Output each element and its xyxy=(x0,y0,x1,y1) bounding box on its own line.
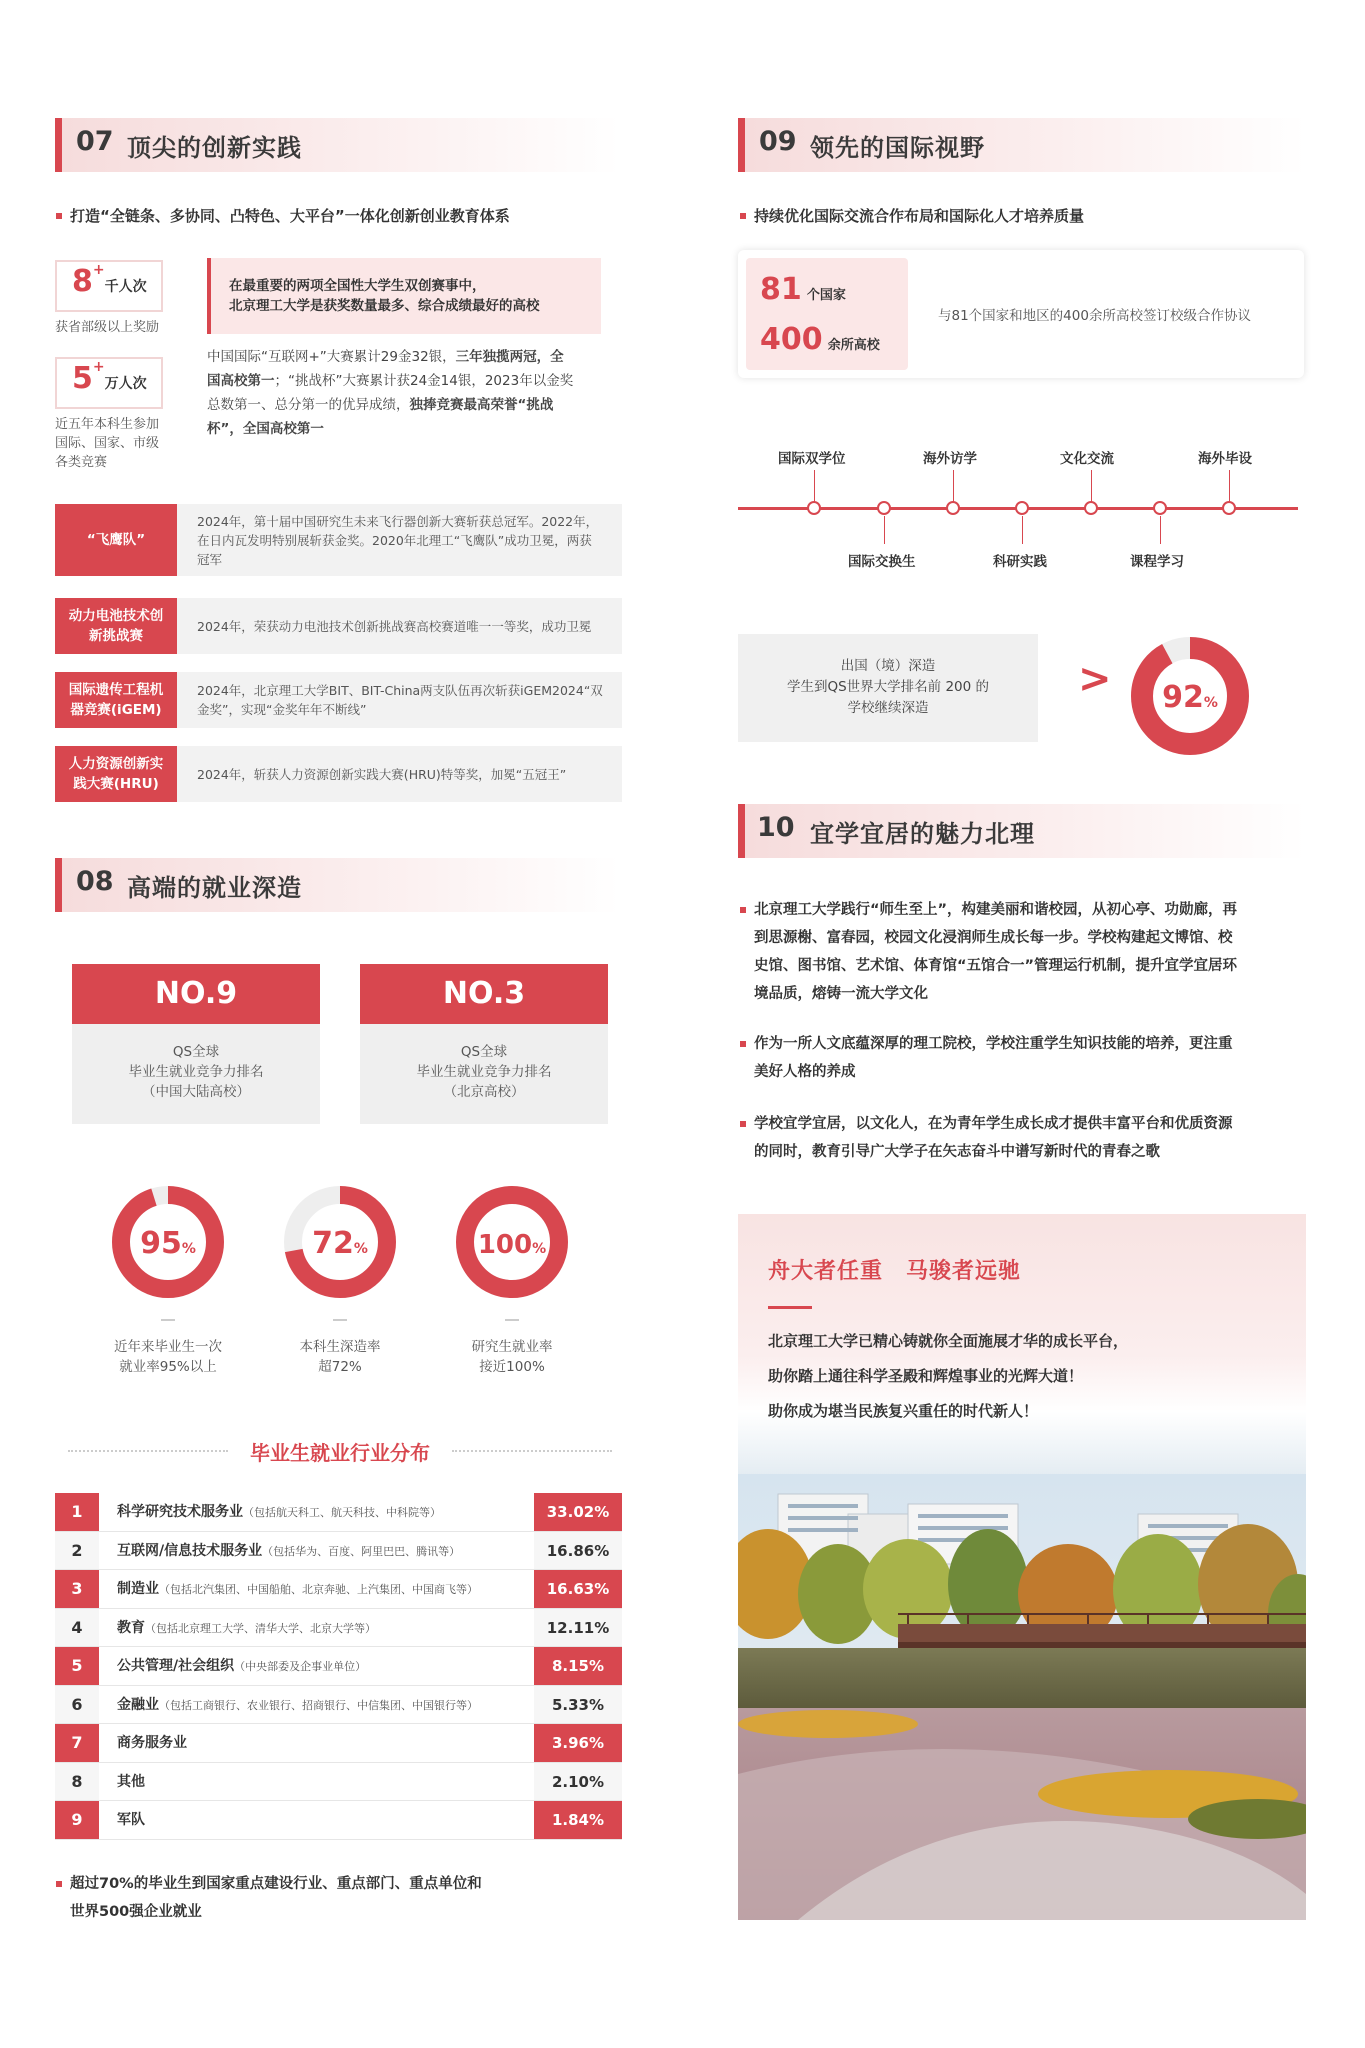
industry-percent: 12.11% xyxy=(534,1609,622,1647)
section-title: 宜学宜居的魅力北理 xyxy=(810,820,1035,848)
section-title: 高端的就业深造 xyxy=(127,874,302,902)
timeline-label: 文化交流 xyxy=(1060,451,1114,467)
table-row xyxy=(55,1763,622,1802)
rank-cell: 5 xyxy=(55,1647,99,1685)
rank-cell: 7 xyxy=(55,1724,99,1762)
timeline-connector xyxy=(1022,516,1023,544)
competition-row xyxy=(55,504,622,576)
donut-label: 本科生深造率 超72% xyxy=(299,1339,381,1375)
industry-percent: 16.63% xyxy=(534,1570,622,1608)
donut-label: 研究生就业率 接近100% xyxy=(471,1339,553,1375)
rank-number: NO.9 xyxy=(72,964,320,1024)
table-row xyxy=(55,1570,622,1609)
sec09-bullet: 持续优化国际交流合作布局和国际化人才培养质量 xyxy=(754,202,1084,230)
timeline-connector xyxy=(953,470,954,502)
rank-cell: 4 xyxy=(55,1609,99,1647)
abroad-donut xyxy=(1120,626,1260,766)
table-row xyxy=(55,1647,622,1686)
industry-percent: 2.10% xyxy=(534,1763,622,1801)
industry-name: 其他 xyxy=(117,1773,145,1790)
competition-row xyxy=(55,672,622,728)
section-08-header xyxy=(55,858,620,912)
industry-percent: 1.84% xyxy=(534,1801,622,1839)
section-title: 顶尖的创新实践 xyxy=(127,134,302,162)
stat-2-desc: 近五年本科生参加 国际、国家、市级 各类竞赛 xyxy=(55,417,160,470)
international-stats xyxy=(746,258,908,370)
agreement-text: 与81个国家和地区的400余所高校签订校级合作协议 xyxy=(938,308,1251,324)
campus-photo-card xyxy=(738,1214,1306,1920)
timeline-dot xyxy=(1015,501,1029,515)
industry-title: 毕业生就业行业分布 xyxy=(60,1437,620,1466)
timeline-connector xyxy=(814,470,815,502)
section-09-header xyxy=(738,118,1306,172)
timeline-dot xyxy=(1222,501,1236,515)
donut-value: 95% xyxy=(140,1226,196,1261)
timeline-dot xyxy=(877,501,891,515)
competition-row xyxy=(55,598,622,654)
timeline-label: 海外毕设 xyxy=(1198,451,1252,467)
campus-item: 北京理工大学践行“师生至上”，构建美丽和谐校园，从初心亭、功勋廊，再 到思源榭、富春园，校园文化浸润师生成长每一步。学校构建起文博馆、校 史馆、图书馆、艺术馆、体育馆“五馆合一”管理运行机制，提升宜学宜居环 境品质，熔铸一流大学文化 xyxy=(754,896,1314,1008)
rank-cell: 9 xyxy=(55,1801,99,1839)
rank-desc: QS全球 毕业生就业竞争力排名 （中国大陆高校） xyxy=(128,1044,264,1100)
industry-percent: 5.33% xyxy=(534,1686,622,1724)
table-row xyxy=(55,1724,622,1763)
competition-desc: 2024年，北京理工大学BIT、BIT-China两支队伍再次斩获iGEM2024“双金奖”，实现“金奖年年不断线” xyxy=(177,672,622,728)
industry-name: 互联网/信息技术服务业（包括华为、百度、阿里巴巴、腾讯等） xyxy=(117,1542,461,1559)
international-box xyxy=(738,250,1304,378)
section-10-header xyxy=(738,804,1306,858)
industry-name: 商务服务业 xyxy=(117,1735,187,1751)
rank-cell: 1 xyxy=(55,1493,99,1531)
timeline-dot xyxy=(946,501,960,515)
donut-value: 92% xyxy=(1162,680,1218,715)
stat-1-number: 8+千人次 xyxy=(72,262,147,299)
donut-value: 100% xyxy=(477,1230,547,1260)
industry-percent: 3.96% xyxy=(534,1724,622,1762)
employment-footer: 超过70%的毕业生到国家重点建设行业、重点部门、重点单位和 世界500强企业就业 xyxy=(70,1870,482,1926)
campus-item: 学校宜学宜居，以文化人，在为青年学生成长成才提供丰富平台和优质资源 的同时，教育引导广大学子在矢志奋斗中谱写新时代的青春之歌 xyxy=(754,1110,1314,1166)
rank-cell: 8 xyxy=(55,1763,99,1801)
industry-name: 科学研究技术服务业（包括航天科工、航天科技、中科院等） xyxy=(117,1504,441,1520)
slogan: 舟大者任重 马骏者远驰 xyxy=(768,1259,1022,1284)
schools-stat: 400 余所高校 xyxy=(760,322,880,357)
industry-name: 金融业（包括工商银行、农业银行、招商银行、中信集团、中国银行等） xyxy=(117,1696,478,1713)
employment-donuts xyxy=(0,1170,680,1360)
timeline-connector xyxy=(1160,516,1161,544)
industry-name: 公共管理/社会组织（中央部委及企事业单位） xyxy=(117,1658,367,1674)
stat-1-desc: 获省部级以上奖励 xyxy=(55,320,160,335)
industry-name: 军队 xyxy=(117,1812,145,1828)
competition-desc: 2024年，荣获动力电池技术创新挑战赛高校赛道唯一一等奖，成功卫冕 xyxy=(177,598,622,654)
rank-card xyxy=(360,964,608,1124)
table-row xyxy=(55,1609,622,1648)
competition-label: 动力电池技术创新挑战赛 xyxy=(55,598,177,654)
competition-desc: 2024年，第十届中国研究生未来飞行器创新大赛斩获总冠军。2022年，在日内瓦发明特别展斩获金奖。2020年北理工“飞鹰队”成功卫冕，两获冠军 xyxy=(177,504,622,576)
rank-number: NO.3 xyxy=(360,964,608,1024)
rank-cell: 6 xyxy=(55,1686,99,1724)
countries-stat: 81 个国家 xyxy=(760,272,846,307)
sec07-bullet: 打造“全链条、多协同、凸特色、大平台”一体化创新创业教育体系 xyxy=(70,202,510,230)
timeline-dot xyxy=(1084,501,1098,515)
table-row xyxy=(55,1493,622,1532)
table-row xyxy=(55,1532,622,1571)
abroad-text: 出国（境）深造 学生到QS世界大学排名前 200 的 学校继续深造 xyxy=(786,658,990,716)
timeline-label: 国际交换生 xyxy=(848,554,916,570)
industry-table xyxy=(55,1493,622,1840)
timeline-label: 国际双学位 xyxy=(778,451,846,467)
competition-row xyxy=(55,746,622,802)
competition-label: 国际遗传工程机器竞赛(iGEM) xyxy=(55,672,177,728)
timeline-connector xyxy=(884,516,885,544)
section-number: 09 xyxy=(759,126,797,157)
highlight-quote: 在最重要的两项全国性大学生双创赛事中， 北京理工大学是获奖数量最多、综合成绩最好的高校 xyxy=(207,258,601,334)
campus-item: 作为一所人文底蕴深厚的理工院校，学校注重学生知识技能的培养，更注重 美好人格的养成 xyxy=(754,1030,1314,1086)
industry-name: 教育（包括北京理工大学、清华大学、北京大学等） xyxy=(117,1619,376,1636)
section-number: 08 xyxy=(76,866,114,897)
timeline-connector xyxy=(1229,470,1230,502)
slogan-lines: 北京理工大学已精心铸就你全面施展才华的成长平台， 助你踏上通往科学圣殿和辉煌事业的光辉大道！ 助你成为堪当民族复兴重任的时代新人！ xyxy=(768,1332,1129,1420)
table-row xyxy=(55,1801,622,1840)
section-number: 10 xyxy=(757,812,795,843)
rank-cell: 2 xyxy=(55,1532,99,1570)
timeline-label: 海外访学 xyxy=(923,451,977,467)
industry-name: 制造业（包括北汽集团、中国船舶、北京奔驰、上汽集团、中国商飞等） xyxy=(117,1581,478,1597)
competition-label: “飞鹰队” xyxy=(55,504,177,576)
arrow-icon: > xyxy=(1078,656,1112,702)
rank-card xyxy=(72,964,320,1124)
industry-percent: 8.15% xyxy=(534,1647,622,1685)
abroad-box xyxy=(738,634,1038,742)
industry-percent: 16.86% xyxy=(534,1532,622,1570)
slogan-underline xyxy=(768,1306,812,1309)
stat-2-number: 5+万人次 xyxy=(72,359,147,396)
donut-value: 72% xyxy=(312,1226,368,1261)
donut-label: 近年来毕业生一次 就业率95%以上 xyxy=(114,1339,222,1375)
timeline-connector xyxy=(1091,470,1092,502)
industry-percent: 33.02% xyxy=(534,1493,622,1531)
rank-desc: QS全球 毕业生就业竞争力排名 （北京高校） xyxy=(416,1044,552,1100)
timeline-label: 课程学习 xyxy=(1130,554,1184,570)
competition-paragraph: 中国国际“互联网+”大赛累计29金32银，三年独揽两冠，全 国高校第一；“挑战杯”大赛累计获24金14银，2023年以金奖 总数第一、总分第一的优异成绩，独捧竞赛最高荣誉“挑战 杯”，全国高校第一 xyxy=(207,349,574,437)
timeline-dot xyxy=(807,501,821,515)
section-title: 领先的国际视野 xyxy=(810,134,985,162)
rank-cell: 3 xyxy=(55,1570,99,1608)
competition-desc: 2024年，斩获人力资源创新实践大赛(HRU)特等奖，加冕“五冠王” xyxy=(177,746,622,802)
campus-photo xyxy=(738,1474,1306,1920)
timeline-label: 科研实践 xyxy=(993,554,1047,570)
competition-label: 人力资源创新实践大赛(HRU) xyxy=(55,746,177,802)
table-row xyxy=(55,1686,622,1725)
timeline-dot xyxy=(1153,501,1167,515)
section-07-header xyxy=(55,118,620,172)
section-number: 07 xyxy=(76,126,114,157)
